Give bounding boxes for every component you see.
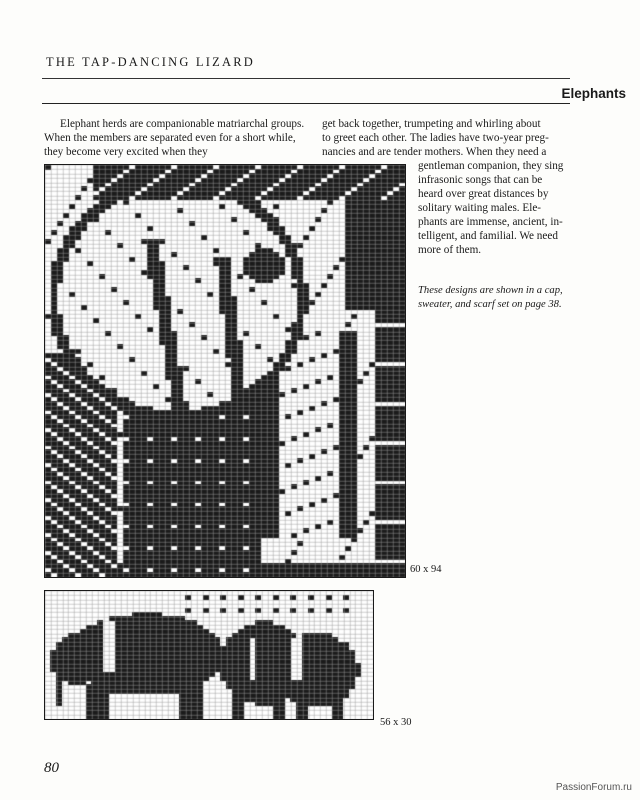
page-number: 80 xyxy=(44,760,59,776)
elephant-portrait-chart xyxy=(44,164,406,578)
watermark: PassionForum.ru xyxy=(555,782,632,793)
text-line: infrasonic songs that can be xyxy=(418,174,543,186)
body-text-left: Elephant herds are companionable matriarchal groups. When the members are separated even for a short while, they become very excited when they xyxy=(44,118,305,158)
text-line: get back together, trumpeting and whirling about xyxy=(322,118,541,130)
text-line: heard over great distances by xyxy=(418,188,549,200)
chart-size-label: 56 x 30 xyxy=(380,717,412,728)
text-line: nancies and are tender mothers. When they need a xyxy=(322,146,547,158)
text-line: phants are immense, ancient, in- xyxy=(418,216,563,228)
design-caption: These designs are shown in a cap, sweater, and scarf set on page 38. xyxy=(418,285,563,310)
text-line: more of them. xyxy=(418,244,482,256)
running-head: THE TAP-DANCING LIZARD xyxy=(46,55,255,69)
text-line: gentleman companion, they sing xyxy=(418,160,564,172)
section-title: Elephants xyxy=(561,86,626,101)
text-line: to greet each other. The ladies have two-year preg- xyxy=(322,132,549,144)
elephant-procession-chart xyxy=(44,590,374,720)
knitting-grid xyxy=(45,591,373,719)
text-line: telligent, and familial. We need xyxy=(418,230,558,242)
text-line: solitary waiting males. Ele- xyxy=(418,202,542,214)
header-rule xyxy=(42,78,570,79)
section-rule xyxy=(42,103,570,104)
knitting-grid xyxy=(45,165,405,577)
chart-size-label: 60 x 94 xyxy=(410,564,442,575)
